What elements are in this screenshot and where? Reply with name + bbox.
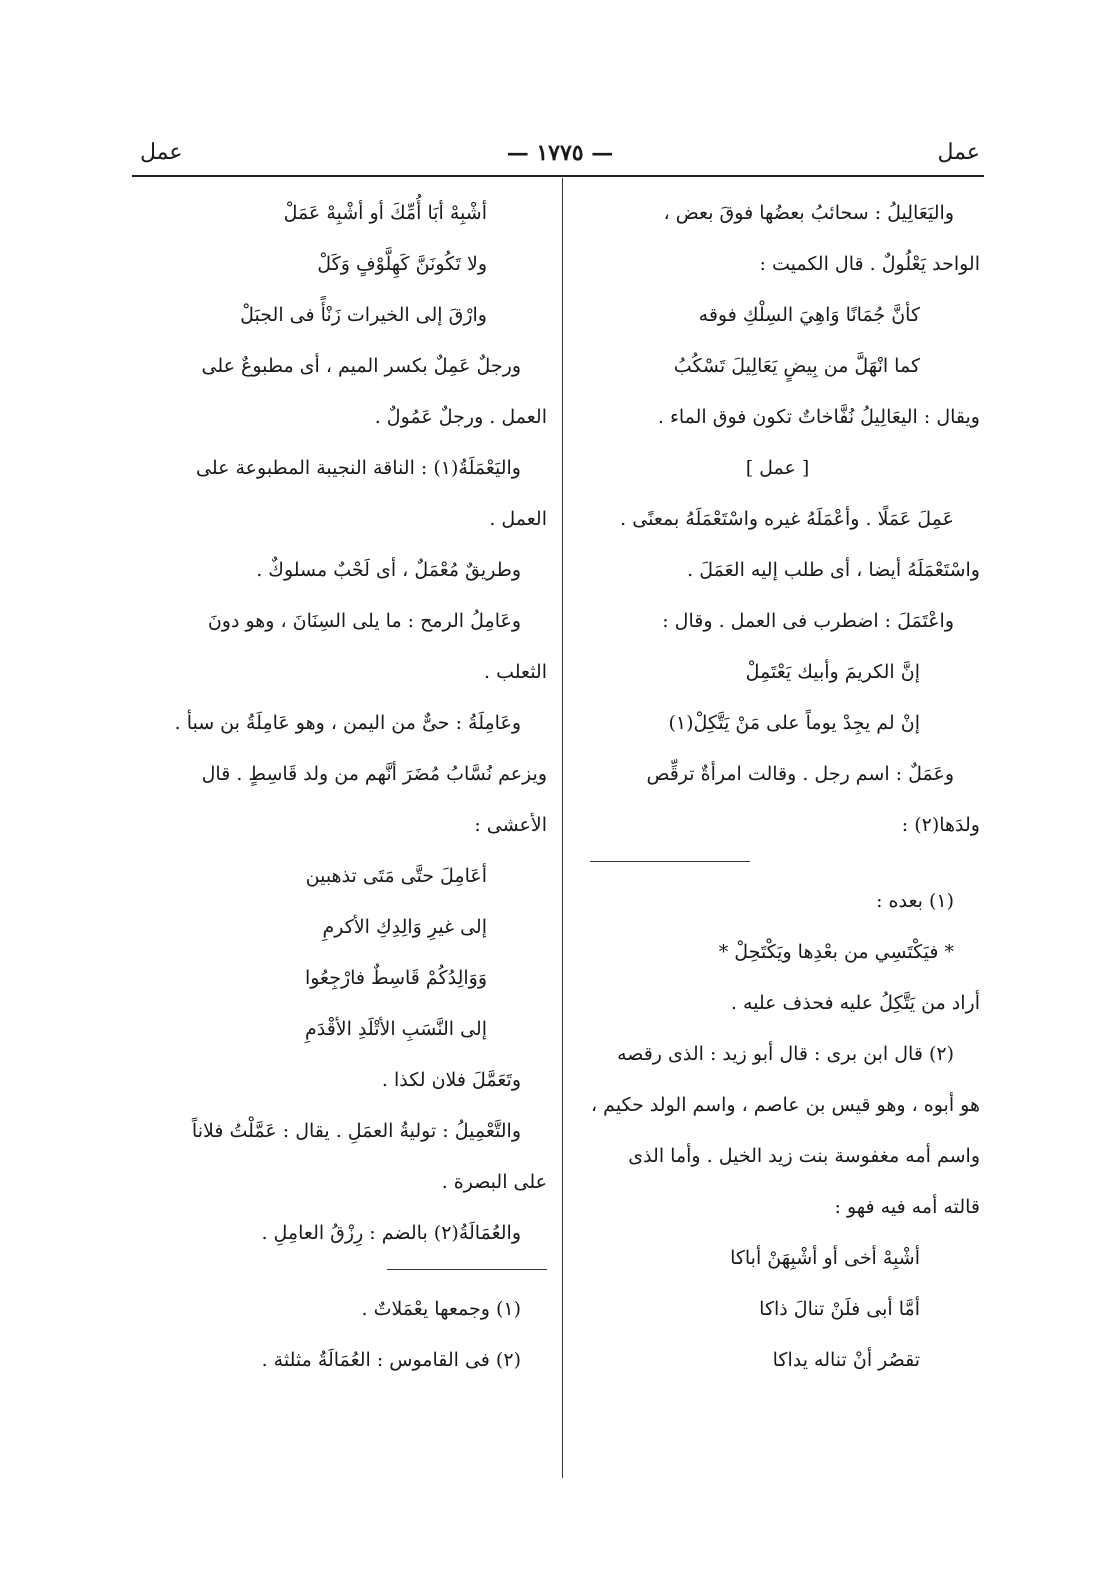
entry-line: عَمِلَ عَمَلًا . وأعْمَلَهُ غيره واسْتَعْمَلَهُ بمعنًى . [620, 508, 954, 530]
verse-line: كأنَّ جُمَانًا وَاهِيَ السِلْكِ فوقه [698, 304, 920, 326]
entry-line: وتَعَمَّلَ فلان لكذا . [381, 1069, 521, 1091]
footnote-line: هو أبوه ، وهو قيس بن عاصم ، واسم الولد حكيم ، [591, 1094, 980, 1116]
verse-line: كما انْهَلَّ من بِيضٍ يَعَالِيلَ تَسْكُبُ [673, 355, 920, 377]
entry-line: واليَعْمَلَةُ(١) : الناقة النجيبة المطبوعة على [195, 457, 521, 479]
verse-line: ولا تَكُونَنَّ كَهِلَّوْفٍ وَكَلْ [317, 253, 487, 275]
entry-line: الأعشى : [474, 814, 547, 836]
entry-line: ويقال : اليعَالِيلُ نُفَّاخاتٌ تكون فوق الماء . [657, 406, 980, 428]
entry-line: وعَامِلُ الرمح : ما يلى السِنَانَ ، وهو دونَ [207, 610, 521, 632]
footnote-line: (٢) قال ابن برى : قال أبو زيد : الذى رقصه [617, 1043, 954, 1065]
right-column [575, 188, 980, 1386]
entry-line: وعَمَلٌ : اسم رجل . وقالت امرأةٌ ترقِّص [646, 763, 954, 785]
entry-line: على البصرة . [441, 1171, 547, 1193]
page-number: — ١٧٧٥ — [506, 140, 614, 166]
footnote-line: واسم أمه مغفوسة بنت زيد الخيل . وأما الذى [628, 1145, 980, 1167]
verse-line: إلى غيرِ وَالِدِكِ الأكرمِ [322, 916, 487, 938]
entry-line: واعْتَمَلَ : اضطرب فى العمل . وقال : [662, 610, 954, 632]
verse-line: أعَامِلَ حتَّى مَتَى تذهبين [305, 865, 487, 887]
verse-line: إلى النَّسَبِ الأتْلَدِ الأقْدَمِ [304, 1018, 487, 1040]
footnote-line: قالته أمه فيه فهو : [834, 1196, 980, 1218]
entry-line: الواحد يَعْلُولٌ . قال الكميت : [759, 253, 980, 275]
running-headword-right: عمل [937, 140, 980, 165]
verse-line: إنَّ الكريمَ وأبيك يَعْتَمِلْ [745, 661, 920, 683]
entry-line: وعَامِلَةُ : حىٌّ من اليمن ، وهو عَامِلَةُ بن سبأ . [174, 712, 521, 734]
footnote-rule [590, 861, 750, 862]
footnote-line: (٢) فى القاموس : العُمَالَةُ مثلثة . [261, 1349, 521, 1371]
entry-line: والعُمَالَةُ(٢) بالضم : رِزْقُ العامِلِ . [261, 1222, 521, 1244]
page-header [140, 135, 980, 171]
entry-line: والتَّعْمِيلُ : توليةُ العمَلِ . يقال : عَمَّلْتُ فلاناً [191, 1120, 521, 1142]
root-heading: [ عمل ] [745, 457, 810, 479]
verse-line: أشْبِهْ أخى أو أشْبِهَنْ أباكا [730, 1247, 920, 1269]
footnote-line: أراد من يَتَّكِلُ عليه فحذف عليه . [730, 992, 980, 1014]
verse-line: أمَّا أبى فلَنْ تنالَ ذاكا [759, 1298, 920, 1320]
header-rule [132, 175, 984, 177]
entry-line: واسْتَعْمَلَهُ أيضا ، أى طلب إليه العَمَلَ . [687, 559, 980, 581]
footnote-line: (١) وجمعها يعْمَلاتٌ . [361, 1298, 521, 1320]
entry-line: واليَعَالِيلُ : سحائبُ بعضُها فوقَ بعض ، [663, 202, 954, 224]
verse-line: وارْقَ إلى الخيرات زَنْأً فى الجبَلْ [240, 304, 487, 326]
entry-line: وطريقٌ مُعْمَلٌ ، أى لَحْبٌ مسلوكٌ . [256, 559, 521, 581]
left-column [132, 188, 547, 1386]
verse-line: تقصُر أنْ تناله يداكا [772, 1349, 920, 1371]
entry-line: الثعلب . [484, 661, 547, 683]
verse-line: وَوَالِدُكُمْ قَاسِطٌ فارْجِعُوا [304, 967, 487, 989]
column-divider [562, 178, 563, 1478]
entry-line: ويزعم نُسَّابُ مُضَرَ أنَّهم من ولد قَاسِطٍ . قال [201, 763, 547, 785]
entry-line: ولدَها(٢) : [901, 814, 980, 836]
footnote-rule [387, 1269, 547, 1270]
footnote-line: * فيَكْتَسِي من بعْدِها ويَكْتَحِلْ * [718, 941, 954, 963]
verse-line: أشْبِهْ أبَا أُمِّكَ أو أشْبِهْ عَمَلْ [283, 202, 487, 224]
verse-line: إنْ لم يجِدْ يوماً على مَنْ يَتَّكِلْ(١) [668, 712, 920, 734]
footnote-line: (١) بعده : [876, 890, 954, 912]
running-headword-left: عمل [140, 140, 183, 165]
entry-line: ورجلٌ عَمِلٌ بكسر الميم ، أى مطبوعٌ على [201, 355, 521, 377]
entry-line: العمل . ورجلٌ عَمُولٌ . [374, 406, 547, 428]
entry-line: العمل . [489, 508, 547, 530]
